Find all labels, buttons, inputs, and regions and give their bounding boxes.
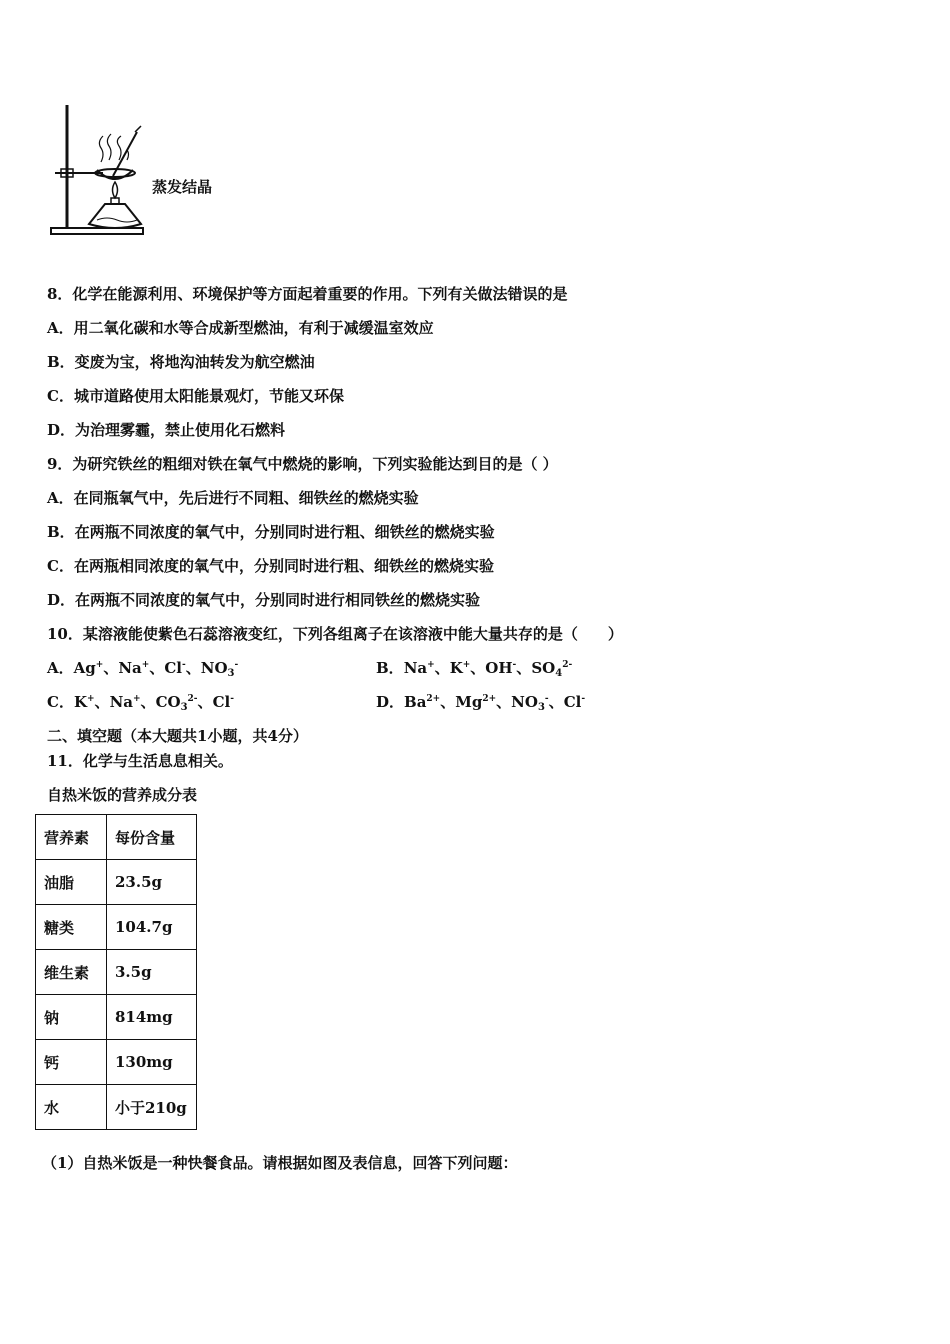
table-cell: 23.5g [107, 860, 197, 905]
section2-heading: 二、填空题（本大题共1小题，共4分） [47, 727, 308, 745]
q8-option-a: A．用二氧化碳和水等合成新型燃油，有利于减缓温室效应 [47, 319, 434, 337]
table-cell: 3.5g [107, 950, 197, 995]
table-cell: 钙 [36, 1040, 107, 1085]
figure-label: 蒸发结晶 [152, 178, 213, 196]
table-cell: 130mg [107, 1040, 197, 1085]
q9-option-d: D．在两瓶不同浓度的氧气中，分别同时进行相同铁丝的燃烧实验 [47, 591, 481, 609]
q9-stem: 9．为研究铁丝的粗细对铁在氧气中燃烧的影响，下列实验能达到目的是（ ） [47, 455, 558, 473]
table-header-cell: 营养素 [36, 815, 107, 860]
q8-stem: 8．化学在能源利用、环境保护等方面起着重要的作用。下列有关做法错误的是 [47, 285, 568, 303]
q8-option-c: C．城市道路使用太阳能景观灯，节能又环保 [47, 387, 344, 405]
evaporation-apparatus-figure [45, 100, 150, 245]
q10-option-d: D．$Ba^{2+}$、$Mg^{2+}$、$NO_3^-$、Cl- [376, 693, 586, 713]
table-cell: 小于210g [107, 1085, 197, 1130]
table-title: 自热米饭的营养成分表 [47, 786, 198, 804]
nutrition-table [35, 814, 197, 1130]
q10-stem: 10．某溶液能使紫色石蕊溶液变红，下列各组离子在该溶液中能大量共存的是（ ） [47, 625, 623, 643]
table-cell: 104.7g [107, 905, 197, 950]
q10-option-b: B．Na+、K+、OH-、$SO_4^{2-}$ [376, 659, 573, 679]
table-header-cell: 每份含量 [107, 815, 197, 860]
q9-option-c: C．在两瓶相同浓度的氧气中，分别同时进行粗、细铁丝的燃烧实验 [47, 557, 494, 575]
table-row [36, 905, 197, 950]
q8-option-d: D．为治理雾霾，禁止使用化石燃料 [47, 421, 286, 439]
table-row [36, 995, 197, 1040]
q11-subquestion-1: （1）自热米饭是一种快餐食品。请根据如图及表信息，回答下列问题： [42, 1154, 518, 1172]
q8-option-b: B．变废为宝，将地沟油转发为航空燃油 [47, 353, 315, 371]
q10-option-a: A．Ag+、Na+、Cl-、$NO_3^-$ [47, 659, 239, 679]
q11-stem: 11．化学与生活息息相关。 [47, 752, 233, 770]
table-cell: 维生素 [36, 950, 107, 995]
table-cell: 糖类 [36, 905, 107, 950]
table-row [36, 950, 197, 995]
table-cell: 钠 [36, 995, 107, 1040]
table-row [36, 1085, 197, 1130]
table-cell: 水 [36, 1085, 107, 1130]
q9-option-a: A．在同瓶氧气中，先后进行不同粗、细铁丝的燃烧实验 [47, 489, 419, 507]
table-cell: 油脂 [36, 860, 107, 905]
q10-option-c: C．K+、Na+、$CO_3^{2-}$、Cl- [47, 693, 234, 713]
table-cell: 814mg [107, 995, 197, 1040]
table-row [36, 1040, 197, 1085]
table-header-row [36, 815, 197, 860]
q9-option-b: B．在两瓶不同浓度的氧气中，分别同时进行粗、细铁丝的燃烧实验 [47, 523, 495, 541]
table-row [36, 860, 197, 905]
